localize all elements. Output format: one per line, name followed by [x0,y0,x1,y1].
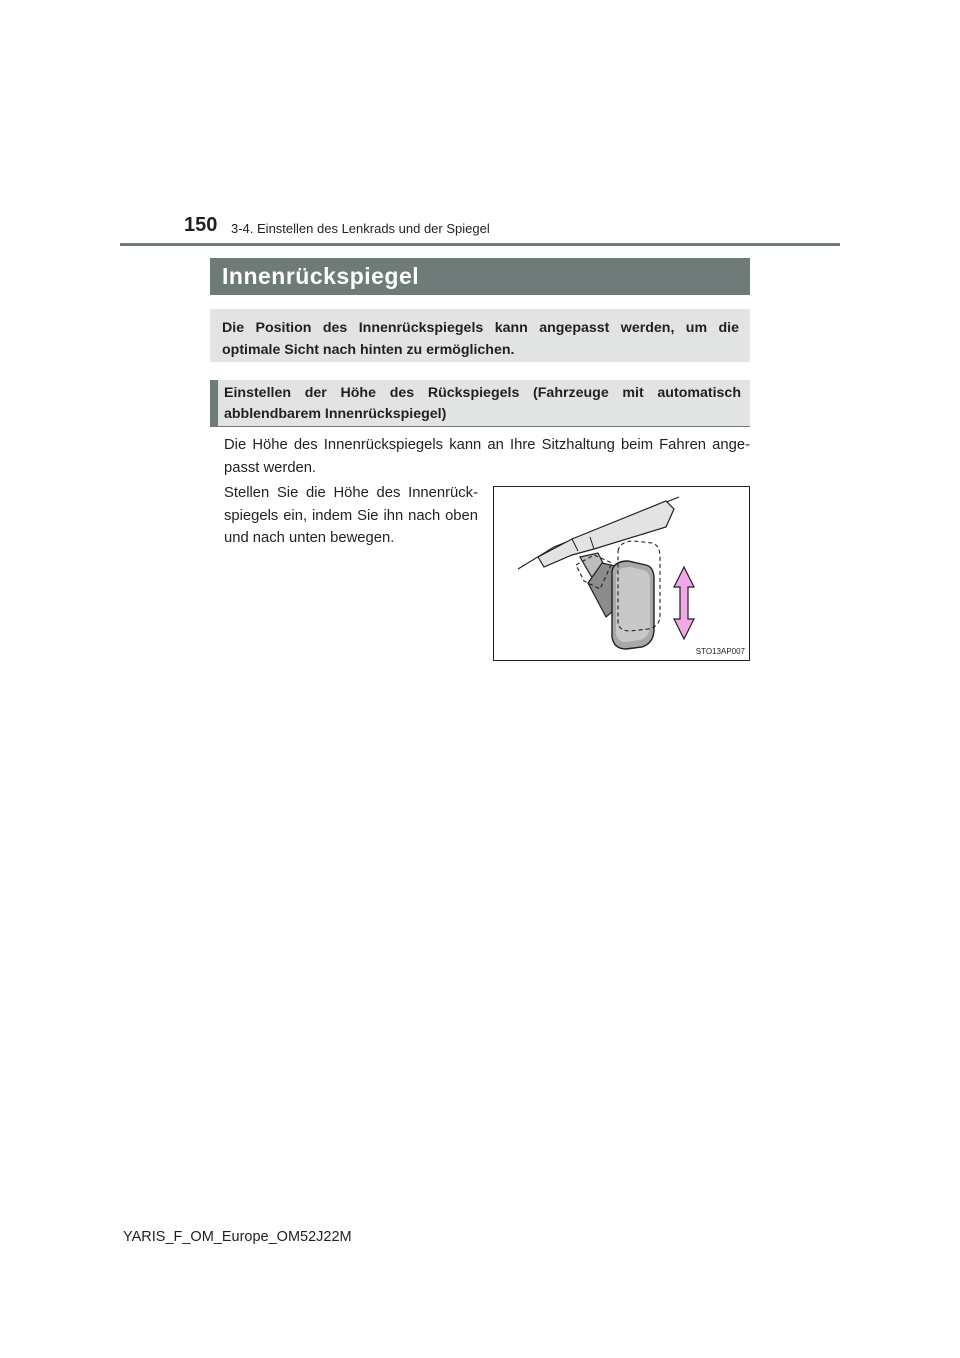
mirror-figure [493,486,750,661]
chapter-title: 3-4. Einstellen des Lenkrads und der Spiegel [231,221,490,236]
subsection-heading: Einstellen der Höhe des Rückspiegels (Fahrzeuge mit automatisch abblendbarem Innenrückspiegel) [210,380,750,427]
paragraph-height-adjust: Die Höhe des Innenrückspiegels kann an Ihre Sitzhaltung beim Fahren ange- passt werden. [224,437,750,476]
paragraph-instruction: Stellen Sie die Höhe des Innenrück- spiegels ein, indem Sie ihn nach oben und nach unten bewegen. [224,485,478,546]
mirror-illustration [494,487,750,661]
section-title: Innenrückspiegel [210,258,750,295]
figure-id: STO13AP007 [695,647,745,656]
intro-box: Die Position des Innenrückspiegels kann angepasst werden, um die optimale Sicht nach hinten zu ermöglichen. [210,309,750,362]
up-down-arrow-icon [674,567,694,639]
subsection-rule [210,426,750,427]
page-number: 150 [184,214,218,236]
header-rule [120,243,840,246]
footer-document-id: YARIS_F_OM_Europe_OM52J22M [123,1229,352,1245]
mirror-base [538,501,674,567]
